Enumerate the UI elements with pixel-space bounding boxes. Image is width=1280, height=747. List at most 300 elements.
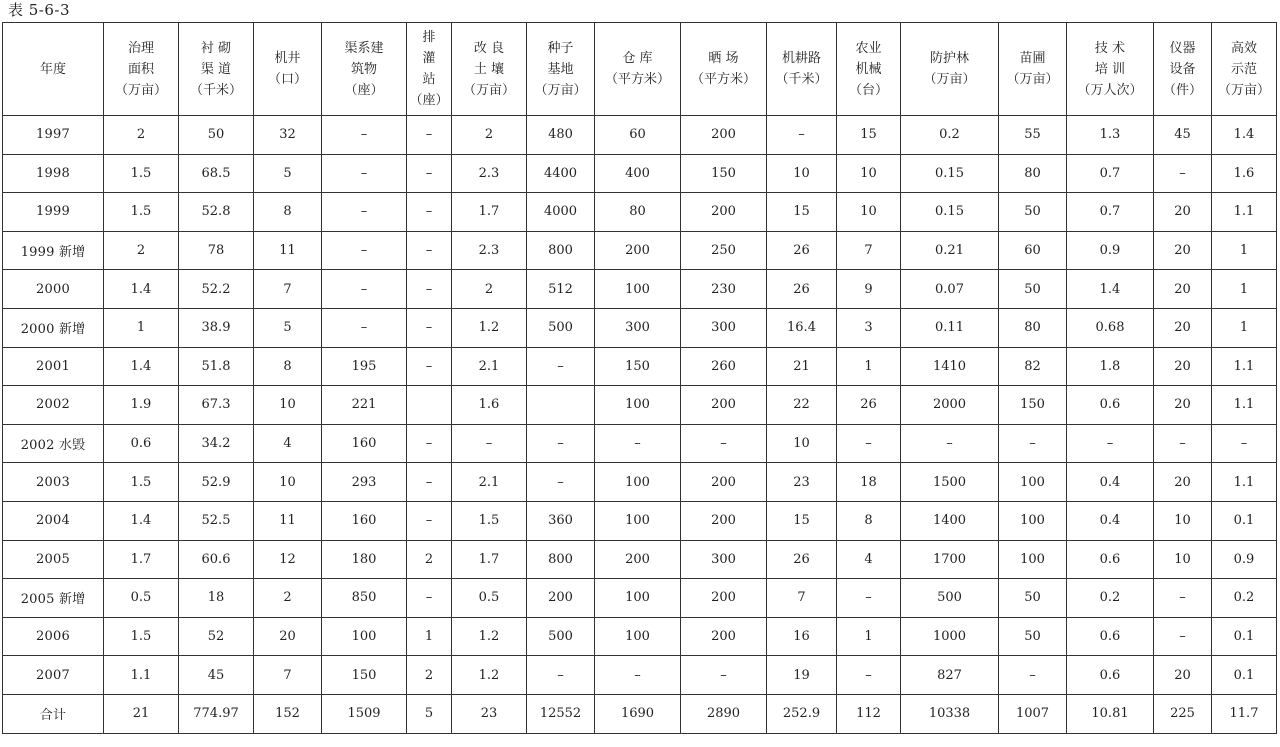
table-row xyxy=(3,463,1277,502)
table-cell: 0.7 xyxy=(1067,193,1154,232)
row-label-cell: 2004 xyxy=(3,501,104,540)
table-cell: 1400 xyxy=(901,501,999,540)
table-row xyxy=(3,386,1277,425)
table-cell: 360 xyxy=(527,501,595,540)
table-cell: 52.2 xyxy=(179,270,254,309)
table-cell: 20 xyxy=(1154,463,1212,502)
table-cell: 300 xyxy=(681,540,767,579)
total-row xyxy=(3,694,1277,733)
table-cell: 15 xyxy=(767,501,837,540)
table-cell: 11 xyxy=(254,501,322,540)
column-header xyxy=(1067,23,1154,116)
table-cell: 0.15 xyxy=(901,193,999,232)
row-label-cell: 1998 xyxy=(3,154,104,193)
table-cell: 60 xyxy=(999,231,1067,270)
table-cell: – xyxy=(837,656,901,695)
table-cell: 0.11 xyxy=(901,308,999,347)
column-header xyxy=(901,23,999,116)
table-cell: 0.68 xyxy=(1067,308,1154,347)
table-cell: 16.4 xyxy=(767,308,837,347)
table-cell: 2 xyxy=(407,540,452,579)
column-header-line: 面积 xyxy=(127,61,154,77)
table-cell: 4000 xyxy=(527,193,595,232)
table-cell: 10338 xyxy=(901,694,999,733)
table-cell: 0.4 xyxy=(1067,463,1154,502)
table-cell xyxy=(407,386,452,425)
column-header-line: 站 xyxy=(422,72,436,87)
table-cell: 20 xyxy=(1154,386,1212,425)
table-cell: 21 xyxy=(104,694,179,733)
column-header xyxy=(595,23,681,116)
table-cell: 2 xyxy=(254,579,322,618)
column-header xyxy=(527,23,595,116)
column-header-line: 灌 xyxy=(422,51,436,66)
table-cell: – xyxy=(527,463,595,502)
table-cell: 12 xyxy=(254,540,322,579)
table-cell: 1007 xyxy=(999,694,1067,733)
table-cell: 60 xyxy=(595,116,681,155)
table-cell: 1 xyxy=(1212,308,1277,347)
column-header-line: （平方米） xyxy=(690,72,756,87)
table-cell: 50 xyxy=(999,270,1067,309)
table-row xyxy=(3,424,1277,463)
table-cell xyxy=(527,386,595,425)
table-cell: 0.2 xyxy=(901,116,999,155)
table-cell: 150 xyxy=(681,154,767,193)
table-cell: 2 xyxy=(452,270,527,309)
table-cell: 1.4 xyxy=(1212,116,1277,155)
row-label-cell: 2005 xyxy=(3,540,104,579)
table-cell: 1.1 xyxy=(1212,463,1277,502)
table-cell: 12552 xyxy=(527,694,595,733)
table-cell: 1.9 xyxy=(104,386,179,425)
table-cell: 20 xyxy=(1154,193,1212,232)
table-cell: 100 xyxy=(999,463,1067,502)
column-header-line: （万亩） xyxy=(1006,72,1059,87)
table-cell: 4400 xyxy=(527,154,595,193)
column-header-line: （千米） xyxy=(189,82,242,98)
table-cell: – xyxy=(527,424,595,463)
table-cell: 200 xyxy=(681,617,767,656)
table-cell: 150 xyxy=(322,656,407,695)
table-cell: 200 xyxy=(681,193,767,232)
table-cell: 50 xyxy=(999,579,1067,618)
column-header-line: 改 良 xyxy=(473,40,505,56)
table-row xyxy=(3,308,1277,347)
table-cell: – xyxy=(407,347,452,386)
column-header-line: （座） xyxy=(409,93,449,108)
table-cell: 18 xyxy=(179,579,254,618)
table-cell: 1 xyxy=(407,617,452,656)
table-cell: 22 xyxy=(767,386,837,425)
column-header xyxy=(407,23,452,116)
table-cell: – xyxy=(1154,154,1212,193)
table-cell: 100 xyxy=(595,463,681,502)
table-cell: 8 xyxy=(837,501,901,540)
table-cell: 300 xyxy=(595,308,681,347)
column-header-line: （口） xyxy=(267,72,307,87)
column-header-line: 机井 xyxy=(274,51,301,66)
table-cell: 67.3 xyxy=(179,386,254,425)
table-cell: – xyxy=(407,231,452,270)
table-cell: 52 xyxy=(179,617,254,656)
column-header-line: 衬 砌 xyxy=(200,40,232,56)
column-header-line: （万人次） xyxy=(1077,82,1143,98)
table-cell: 5 xyxy=(254,154,322,193)
table-cell: 500 xyxy=(527,617,595,656)
table-cell: 150 xyxy=(595,347,681,386)
table-cell: 1.3 xyxy=(1067,116,1154,155)
table-cell: – xyxy=(837,579,901,618)
table-cell: 260 xyxy=(681,347,767,386)
table-cell: – xyxy=(1154,579,1212,618)
table-cell: 800 xyxy=(527,231,595,270)
column-header-line: 基地 xyxy=(547,61,574,77)
table-cell: – xyxy=(407,270,452,309)
table-cell: 200 xyxy=(595,540,681,579)
table-cell: 0.9 xyxy=(1067,231,1154,270)
column-header xyxy=(3,23,104,116)
table-cell: 1.8 xyxy=(1067,347,1154,386)
table-cell: 480 xyxy=(527,116,595,155)
column-header-line: （万亩） xyxy=(114,82,167,98)
table-body xyxy=(3,116,1277,734)
table-cell: 200 xyxy=(681,463,767,502)
table-cell: – xyxy=(322,270,407,309)
table-cell: 200 xyxy=(681,501,767,540)
table-cell: 1 xyxy=(1212,231,1277,270)
table-cell: 10 xyxy=(254,386,322,425)
table-cell: 0.6 xyxy=(1067,540,1154,579)
table-cell: 4 xyxy=(837,540,901,579)
table-cell: 80 xyxy=(595,193,681,232)
table-header xyxy=(3,23,1277,116)
table-cell: 52.5 xyxy=(179,501,254,540)
table-cell: – xyxy=(999,656,1067,695)
table-cell: 52.8 xyxy=(179,193,254,232)
table-cell: 200 xyxy=(681,579,767,618)
table-row xyxy=(3,270,1277,309)
table-cell: 1.6 xyxy=(452,386,527,425)
row-label-cell: 1999 xyxy=(3,193,104,232)
column-header-line: 土 壤 xyxy=(473,61,505,77)
table-cell: 16 xyxy=(767,617,837,656)
table-cell: 1509 xyxy=(322,694,407,733)
table-cell: 293 xyxy=(322,463,407,502)
table-cell: 1410 xyxy=(901,347,999,386)
table-cell: 221 xyxy=(322,386,407,425)
table-cell: 230 xyxy=(681,270,767,309)
table-cell: 0.6 xyxy=(1067,656,1154,695)
column-header xyxy=(1154,23,1212,116)
table-cell: 195 xyxy=(322,347,407,386)
table-cell: 20 xyxy=(1154,270,1212,309)
table-cell: – xyxy=(999,424,1067,463)
table-cell: 1.4 xyxy=(1067,270,1154,309)
table-cell: 45 xyxy=(1154,116,1212,155)
table-cell: 0.2 xyxy=(1067,579,1154,618)
table-cell: 1 xyxy=(837,617,901,656)
column-header-line: 筑物 xyxy=(350,61,377,77)
table-cell: – xyxy=(322,116,407,155)
table-cell: – xyxy=(407,154,452,193)
table-cell: 2000 xyxy=(901,386,999,425)
table-cell: 51.8 xyxy=(179,347,254,386)
table-cell: 50 xyxy=(999,617,1067,656)
column-header-line: （件） xyxy=(1162,82,1202,98)
column-header-line: 仪器 xyxy=(1169,40,1196,56)
column-header xyxy=(452,23,527,116)
table-cell: 2 xyxy=(407,656,452,695)
table-cell: 10 xyxy=(254,463,322,502)
table-cell: 18 xyxy=(837,463,901,502)
table-cell: 0.1 xyxy=(1212,656,1277,695)
table-row xyxy=(3,656,1277,695)
table-cell: 21 xyxy=(767,347,837,386)
table-cell: 1 xyxy=(837,347,901,386)
table-cell: 1700 xyxy=(901,540,999,579)
table-cell: 200 xyxy=(681,116,767,155)
table-cell: 1.7 xyxy=(452,193,527,232)
table-cell: 0.21 xyxy=(901,231,999,270)
table-cell: 19 xyxy=(767,656,837,695)
table-cell: 52.9 xyxy=(179,463,254,502)
row-label-cell: 2000 新增 xyxy=(3,308,104,347)
row-label-cell: 2002 水毁 xyxy=(3,424,104,463)
table-cell: 827 xyxy=(901,656,999,695)
column-header-line: 治理 xyxy=(127,40,154,56)
table-cell: 10.81 xyxy=(1067,694,1154,733)
row-label-cell: 2001 xyxy=(3,347,104,386)
table-cell: 100 xyxy=(322,617,407,656)
table-cell: – xyxy=(322,154,407,193)
table-cell: 45 xyxy=(179,656,254,695)
table-cell: 26 xyxy=(767,231,837,270)
table-cell: 1.5 xyxy=(104,193,179,232)
table-cell: 1.2 xyxy=(452,656,527,695)
table-cell: 0.15 xyxy=(901,154,999,193)
table-row xyxy=(3,154,1277,193)
column-header-line: 渠系建 xyxy=(344,40,384,56)
column-header-line: 渠 道 xyxy=(200,61,232,77)
table-cell: 1000 xyxy=(901,617,999,656)
table-cell: 2890 xyxy=(681,694,767,733)
table-cell: 200 xyxy=(681,386,767,425)
table-cell: 225 xyxy=(1154,694,1212,733)
table-cell: – xyxy=(901,424,999,463)
header-row xyxy=(3,23,1277,116)
table-cell: – xyxy=(407,463,452,502)
table-cell: – xyxy=(407,193,452,232)
table-cell: 1 xyxy=(1212,270,1277,309)
table-cell: 7 xyxy=(767,579,837,618)
column-header-line: 高效 xyxy=(1230,40,1257,56)
table-cell: 10 xyxy=(767,424,837,463)
table-cell: 1.5 xyxy=(104,154,179,193)
table-cell: 100 xyxy=(595,579,681,618)
table-cell: – xyxy=(1154,424,1212,463)
table-cell: 1.5 xyxy=(452,501,527,540)
table-cell: 23 xyxy=(452,694,527,733)
table-cell: – xyxy=(452,424,527,463)
column-header-line: 示范 xyxy=(1230,61,1257,77)
table-cell: 68.5 xyxy=(179,154,254,193)
table-cell: 1.6 xyxy=(1212,154,1277,193)
column-header-line: 培 训 xyxy=(1094,61,1126,77)
table-cell: – xyxy=(322,231,407,270)
table-cell: 20 xyxy=(1154,231,1212,270)
table-cell: 800 xyxy=(527,540,595,579)
column-header-line: （平方米） xyxy=(604,72,670,87)
table-cell: 15 xyxy=(837,116,901,155)
table-cell: 512 xyxy=(527,270,595,309)
column-header-line: （万亩） xyxy=(462,82,515,98)
table-cell: 400 xyxy=(595,154,681,193)
table-cell: 1.7 xyxy=(104,540,179,579)
table-cell: 11 xyxy=(254,231,322,270)
table-caption: 表 5-6-3 xyxy=(8,1,71,19)
column-header-line: （台） xyxy=(848,82,888,98)
table-cell: 1500 xyxy=(901,463,999,502)
column-header xyxy=(681,23,767,116)
table-cell: 7 xyxy=(837,231,901,270)
column-header-line: 机耕路 xyxy=(781,51,821,66)
table-cell: – xyxy=(322,308,407,347)
table-cell: 10 xyxy=(767,154,837,193)
row-label-cell: 2002 xyxy=(3,386,104,425)
table-cell: 1.2 xyxy=(452,308,527,347)
table-cell: 1.1 xyxy=(104,656,179,695)
table-cell: 100 xyxy=(595,270,681,309)
table-cell: 50 xyxy=(999,193,1067,232)
table-cell: 0.4 xyxy=(1067,501,1154,540)
table-cell: 0.07 xyxy=(901,270,999,309)
table-cell: – xyxy=(322,193,407,232)
table-cell: 1.1 xyxy=(1212,193,1277,232)
column-header-line: （万亩） xyxy=(1217,82,1270,98)
table-cell: 2.3 xyxy=(452,154,527,193)
column-header-line: 设备 xyxy=(1169,61,1196,77)
table-cell: 100 xyxy=(595,501,681,540)
table-cell: 0.7 xyxy=(1067,154,1154,193)
table-cell: 23 xyxy=(767,463,837,502)
table-cell: 26 xyxy=(767,270,837,309)
table-cell: 8 xyxy=(254,347,322,386)
table-cell: 1.4 xyxy=(104,347,179,386)
table-cell: 55 xyxy=(999,116,1067,155)
table-cell: 1.5 xyxy=(104,617,179,656)
table-cell: 80 xyxy=(999,154,1067,193)
table-cell: 1.1 xyxy=(1212,386,1277,425)
table-cell: – xyxy=(837,424,901,463)
column-header-line: 排 xyxy=(422,30,436,45)
table-cell: – xyxy=(407,308,452,347)
table-row xyxy=(3,501,1277,540)
table-cell: 34.2 xyxy=(179,424,254,463)
column-header-line: 年度 xyxy=(39,61,66,77)
table-cell: – xyxy=(527,656,595,695)
table-cell: – xyxy=(595,424,681,463)
table-cell: 20 xyxy=(1154,308,1212,347)
column-header-line: 晒 场 xyxy=(708,51,739,66)
table-cell: 2.1 xyxy=(452,463,527,502)
column-header xyxy=(104,23,179,116)
table-cell: 100 xyxy=(595,386,681,425)
column-header xyxy=(322,23,407,116)
table-cell: 3 xyxy=(837,308,901,347)
table-cell: – xyxy=(767,116,837,155)
table-cell: 0.6 xyxy=(1067,617,1154,656)
column-header-line: 苗圃 xyxy=(1019,51,1046,66)
table-cell: 300 xyxy=(681,308,767,347)
table-cell: 80 xyxy=(999,308,1067,347)
table-cell: – xyxy=(407,501,452,540)
table-cell: – xyxy=(527,347,595,386)
table-row xyxy=(3,116,1277,155)
row-label-cell: 2000 xyxy=(3,270,104,309)
table-cell: 10 xyxy=(1154,501,1212,540)
table-cell: 774.97 xyxy=(179,694,254,733)
table-cell: 1.1 xyxy=(1212,347,1277,386)
table-cell: 0.6 xyxy=(104,424,179,463)
column-header-line: 技 术 xyxy=(1094,40,1126,56)
table-cell: 15 xyxy=(767,193,837,232)
table-cell: 250 xyxy=(681,231,767,270)
table-cell: 50 xyxy=(179,116,254,155)
table-row xyxy=(3,579,1277,618)
table-cell: 100 xyxy=(999,540,1067,579)
table-cell: – xyxy=(595,656,681,695)
table-cell: 1.4 xyxy=(104,270,179,309)
table-cell: – xyxy=(407,424,452,463)
table-cell: 160 xyxy=(322,424,407,463)
table-cell: 7 xyxy=(254,270,322,309)
table-cell: 2 xyxy=(104,231,179,270)
table-cell: 1.5 xyxy=(104,463,179,502)
table-cell: 38.9 xyxy=(179,308,254,347)
table-cell: 150 xyxy=(999,386,1067,425)
table-cell: 0.5 xyxy=(452,579,527,618)
row-label-cell: 合计 xyxy=(3,694,104,733)
table-cell: 20 xyxy=(1154,656,1212,695)
table-cell: 0.9 xyxy=(1212,540,1277,579)
table-cell: – xyxy=(1067,424,1154,463)
table-cell: – xyxy=(407,579,452,618)
column-header xyxy=(254,23,322,116)
table-cell: 8 xyxy=(254,193,322,232)
table-cell: 0.6 xyxy=(1067,386,1154,425)
table-cell: 2 xyxy=(104,116,179,155)
column-header-line: 防护林 xyxy=(929,51,969,66)
table-cell: 32 xyxy=(254,116,322,155)
statistics-table xyxy=(2,22,1277,734)
table-cell: 11.7 xyxy=(1212,694,1277,733)
column-header-line: （万亩） xyxy=(923,72,976,87)
column-header xyxy=(837,23,901,116)
table-cell: 200 xyxy=(595,231,681,270)
table-cell: 26 xyxy=(767,540,837,579)
table-cell: – xyxy=(1154,617,1212,656)
table-cell: 2.1 xyxy=(452,347,527,386)
table-cell: 0.1 xyxy=(1212,501,1277,540)
table-row xyxy=(3,540,1277,579)
table-cell: 78 xyxy=(179,231,254,270)
column-header-line: 农业 xyxy=(855,40,882,56)
table-cell: 252.9 xyxy=(767,694,837,733)
table-cell: 180 xyxy=(322,540,407,579)
column-header xyxy=(1212,23,1277,116)
table-row xyxy=(3,231,1277,270)
